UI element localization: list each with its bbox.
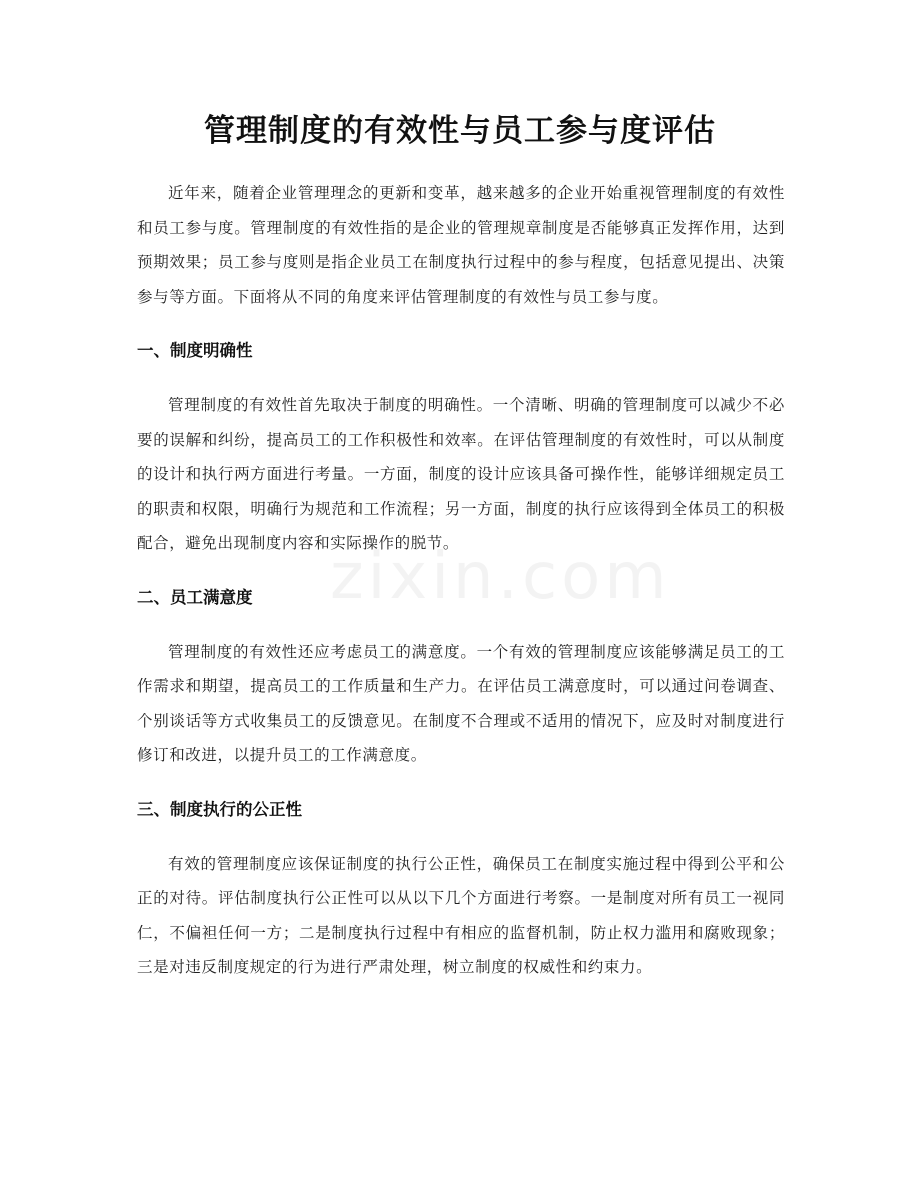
section-heading-2: 二、员工满意度 xyxy=(137,587,253,607)
section-heading-3: 三、制度执行的公正性 xyxy=(137,799,302,819)
page-title: 管理制度的有效性与员工参与度评估 xyxy=(204,113,716,149)
section-paragraph-3: 有效的管理制度应该保证制度的执行公正性，确保员工在制度实施过程中得到公平和公正的对待。评估制度执行公正性可以从以下几个方面进行考察。一是制度对所有员工一视同仁，不偏袒任何一方；二是制度执行过程中有相应的监督机制，防止权力滥用和腐败现象；三是对违反制度规定的行为进行严肃处理，树立制度的权威性和约束力。 xyxy=(137,854,785,976)
intro-paragraph: 近年来，随着企业管理理念的更新和变革，越来越多的企业开始重视管理制度的有效性和员工参与度。管理制度的有效性指的是企业的管理规章制度是否能够真正发挥作用，达到预期效果；员工参与度则是指企业员工在制度执行过程中的参与程度，包括意见提出、决策参与等方面。下面将从不同的角度来评估管理制度的有效性与员工参与度。 xyxy=(137,184,785,306)
section-paragraph-2: 管理制度的有效性还应考虑员工的满意度。一个有效的管理制度应该能够满足员工的工作需求和期望，提高员工的工作质量和生产力。在评估员工满意度时，可以通过问卷调查、个别谈话等方式收集员工的反馈意见。在制度不合理或不适用的情况下，应及时对制度进行修订和改进，以提升员工的工作满意度。 xyxy=(137,642,785,764)
section-paragraph-1: 管理制度的有效性首先取决于制度的明确性。一个清晰、明确的管理制度可以减少不必要的误解和纠纷，提高员工的工作积极性和效率。在评估管理制度的有效性时，可以从制度的设计和执行两方面进行考量。一方面，制度的设计应该具备可操作性，能够详细规定员工的职责和权限，明确行为规范和工作流程；另一方面，制度的执行应该得到全体员工的积极配合，避免出现制度内容和实际操作的脱节。 xyxy=(137,396,785,552)
document-body xyxy=(137,176,785,985)
section-heading-1: 一、制度明确性 xyxy=(137,341,253,360)
watermark: zixin.com xyxy=(330,540,671,614)
